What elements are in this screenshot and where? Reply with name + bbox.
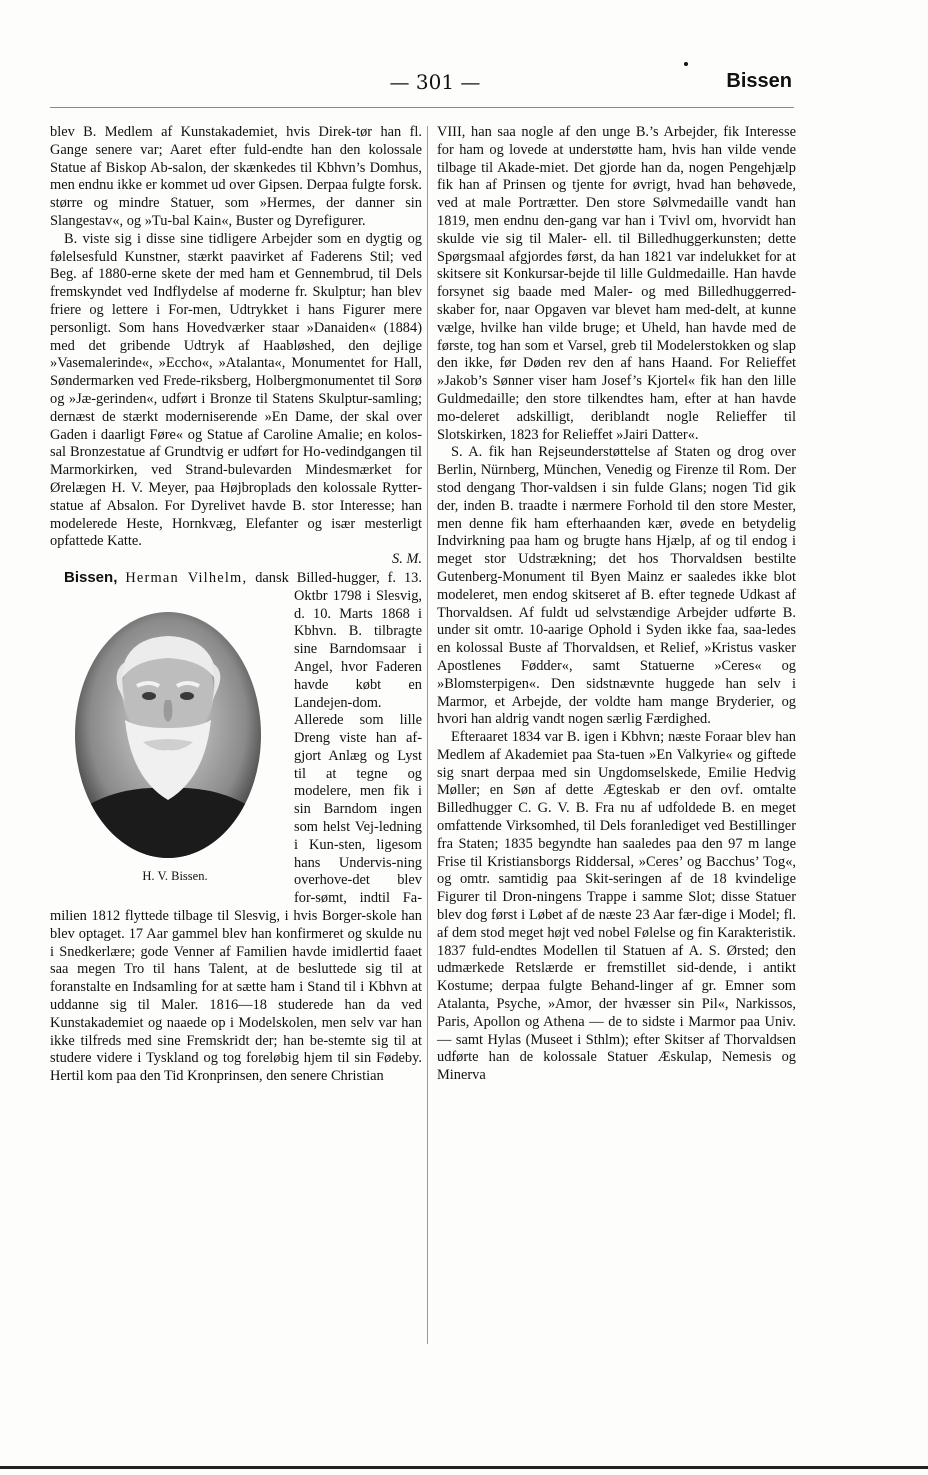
left-paragraph-2 (50, 231, 422, 569)
right-paragraph-3: Efteraaret 1834 var B. igen i Kbhvn; næste Foraar blev han Medlem af Akademiet paa Sta-tuen »En Valkyrie« og giftede sig snart derpaa med sin Ungdomselskede, Emilie Hedvig Møller; en Søn af dette Ægteskab er den ovf. omtalte Billedhugger C. G. V. B. Fra nu af udfoldede B. en meget omfattende Virksomhed, til Dels foranlediget ved Bestillinger fra Staten; 1835 begyndte han saaledes paa den 97 m lange Frise til Kristiansborgs Riddersal, »Ceres’ og Bacchus’ Tog«, og omtr. samtidig paa Skit-seringen af de 18 kvindelige Figurer til Dron-ningens Trappe i samme Slot; disse Statuer blev dog først i Løbet af de næste 23 Aar fær-dige i Model; fl. af dem stod meget højt ved nobel Følelse og fin Karakteristik. 1837 fuld-endtes Modellen til Statuen af A. S. Ørsted; den udmærkede Retslærde er fremstillet sid-dende, i antikt Kostume; derpaa fulgte Behand-linger af gr. Emner som Atalanta, Psyche, »Amor, der hvæsser sin Pil«, Narkissos, Paris, Apollon og Athena — de to sidste i Marmor paa Univ. — samt Hylas (Museet i Sthlm); efter Skitser af Thorvaldsen udførte han de kolossale Statuer Æskulap, Nemesis og Minerva (437, 729, 796, 1084)
author-signature: S. M. (392, 551, 422, 568)
column-divider (427, 126, 428, 1344)
page-number: — 301 — (389, 70, 481, 94)
right-column (437, 124, 796, 1085)
left-paragraph-1: blev B. Medlem af Kunstakademiet, hvis Direk-tør han fl. Gange senere var; Aaret efter fuld-endte han den kolossale Statue af Biskop Ab-salon, der skænkedes til Kbhvn’s Domhus, men endnu ikke er kommet ud over Gipsen. Derpaa fulgte forsk. større og mindre Statuer, som »Hermes, der danner sin Slangestav«, og »Tu-bal Kain«, Buster og Dyrefigurer. (50, 124, 422, 229)
right-paragraph-1: VIII, han saa nogle af den unge B.’s Arbejder, fik Interesse for ham og lovede at understøtte ham, hvis han vilde vende tilbage til Akade-miet. Det gjorde han da, nogen Pengehjælp fik han af Prinsen og tjente for øvrigt, hvad han behøvede, ved at male Portrætter. Den store Sølvmedaille vandt han 1819, men endnu den-gang var han i Tvivl om, hvorvidt han skulde vie sig til Maler- ell. til Billedhuggerkunsten; dette Spørgsmaal afgjordes først, da han 1821 var indelukket for at skitsere sit Konkursar-bejde til lille Guldmedaille. Han havde forsynet sig baade med Maler- og med Billedhuggerred-skaber for, naar Opgaven var blevet ham med-delt, at kunne vælge, hvilke han vilde bruge; et Uheld, han havde med de første, tog han som et Varsel, greb til Modelerstokken og slap den ikke, før Døden rev den af hans Haand. For Relieffet »Jakob’s Sønner viser ham Josef’s Kjortel« fik han den lille Guldmedaille; den store tilkendtes ham, efter at han havde mo-deleret adskilligt, deriblandt nogle Relieffer til Slotskirken, 1823 for Relieffet »Jairi Datter«. (437, 124, 796, 443)
running-head: Bissen (726, 70, 792, 92)
portrait-caption: H. V. Bissen. (142, 868, 208, 883)
right-paragraph-2: S. A. fik han Rejseunderstøttelse af Staten og drog over Berlin, Nürnberg, München, Venedig og Firenze til Rom. Der stod dengang Thor-valdsen i sin fulde Glans; nogen Tid gik der, inden B. traadte i nærmere Forhold til den store Mester, men denne fik ham efterhaanden kær, øvede en betydelig Indvirkning paa ham og brugte hans Hjælp, af og til endog i meget stor Udstrækning; det hos Thorvaldsen bestilte Gutenberg-Monument til Byen Mainz er saaledes ikke blot modeleret, men endog skitseret af B. efter tegnede Udkast af Thorvaldsen. Af fuldt ud selvstændige Arbejder udførte B. under sit omtr. 10-aarige Ophold i Syden ikke faa, saa-ledes en kolossal Buste af Thorvaldsen, et Relief, »Kristus vasker Apostlenes Fødder«, samt Statuerne »Ceres« og »Blomsterpigen«. Den sidstnævnte huggede han selv i Marmor, et Arbejde, der voldte ham mange Bryderier, og hvori han aldrig vandt nogen særlig Færdighed. (437, 444, 796, 728)
entry-given-names: Herman Vilhelm, (125, 569, 248, 586)
scan-bottom-edge (0, 1466, 928, 1469)
entry-bissen-herman (50, 569, 422, 1086)
print-speck (684, 62, 688, 66)
portrait-figure (50, 588, 286, 906)
entry-body: dansk Billed-hugger, f. 13. Oktbr 1798 i Slesvig, d. 10. Marts 1868 i Kbhvn. B. tilbragte sine Barndomsaar i Angel, hvor Faderen havde købt en Landejen-dom. Allerede som lille Dreng viste han af-gjort Anlæg og Lyst til at tegne og modelere, men fik i sin Barndom ingen som helst Vej-ledning i Kun-sten, ligesom hans Undervis-ning overhove-det blev for-sømt, indtil Fa-milien 1812 flyttede tilbage til Slesvig, i hvis Borger-skole han blev optaget. 17 Aar gammel blev han konfirmeret og skulde nu i Snedkerlære; gode Venner af Familien havde imidlertid faaet saa megen Tro til hans Talent, at de besluttede sig til at foranstalte en Indsamling for at sætte ham i Stand til i Kbhvn at uddanne sig til Maler. 1816—18 studerede han da ved Kunstakademiet og naaede op i Modelskolen, men selv var han ikke tilfreds med sine Fremskridt der; han be-stemte sig til at studere videre i Tyskland og tog foreløbig hjem til sin Fødeby. Hertil kom paa den Tid Kronprinsen, den senere Christian (50, 569, 422, 1085)
left-column (50, 124, 422, 1086)
left-paragraph-2-text: B. viste sig i disse sine tidligere Arbejder som en dygtig og følelsesfuld Kunstner, stærkt paavirket af Faderens Stil; ved Beg. af 1880-erne skete der med ham et Gennembrud, til Dels fremskyndet ved Indflydelse af moderne fr. Skulptur; han blev friere og lettere i For-men, Udtrykket i hans Figurer mere personligt. Som hans Hovedværker staar »Danaiden« (1884) med det gribende Udtryk af Haabløshed, den dejlige »Vasemalerinde«, »Eccho«, »Atalanta«, Monumentet for Hall, Søndermarken ved Frede-riksberg, Holbergmonumentet til Sorø og »Jæ-gerinden«, udført i Bronze til Statens Skulptur-samling; dernæst de stærkt moderniserende »En Dame, der skal over Gaden i daarligt Føre« og Statue af Caroline Amalie; en kolos-sal Bronzestatue af Grundtvig er udført for Ho-vedindgangen til Marmorkirken, ved Strand-bulevarden Mindesmærket for Ørelægen H. V. Meyer, paa Højbroplads den kolossale Rytter-statue af Absalon. For Dyrelivet havde B. stor Interesse; han modelerede Heste, Hornkvæg, Elefanter og især mesterligt opfattede Katte. (50, 230, 422, 550)
header-rule (50, 107, 794, 108)
portrait-image (73, 610, 263, 860)
entry-headword: Bissen, (64, 568, 118, 586)
